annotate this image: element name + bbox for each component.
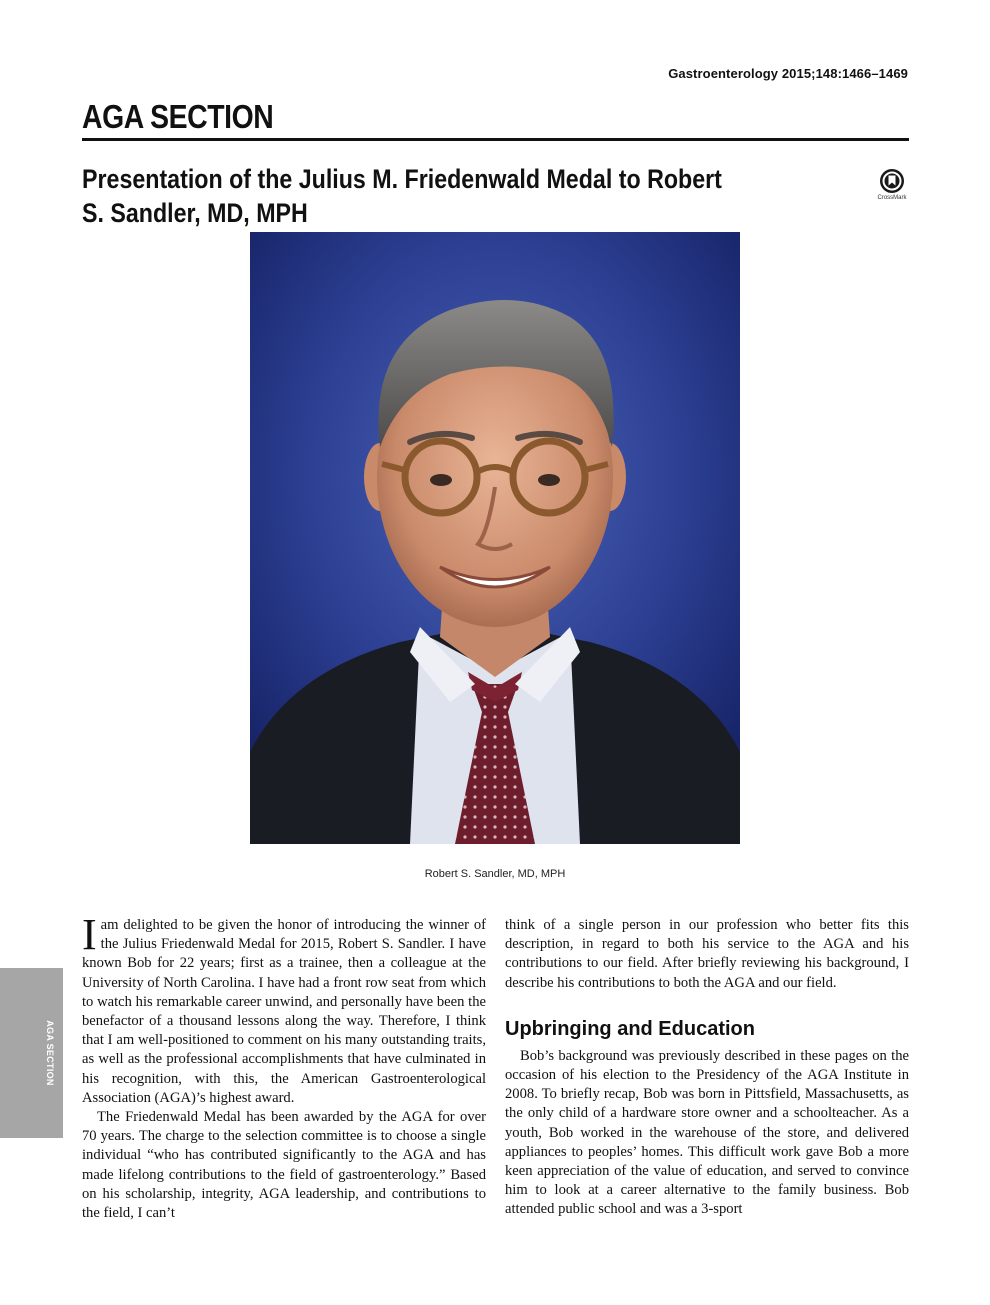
- section-title: AGA SECTION: [82, 98, 274, 135]
- paragraph-text: am delighted to be given the honor of introducing the winner of the Julius Friedenwald Medal for 2015, Robert S. Sandler. I have known Bob for 22 years; first as a trainee, then a colleague at the University of North Carolina. I have had a front row seat from which to watch his remarkable career unwind, and personally have been the benefactor of a thousand lessons along the way. Therefore, I think that I am well-positioned to comment on his many outstanding traits, as well as the professional accomplishments that have culminated in his recognition, with this, the American Gastroenterological Association (AGA)’s highest award.: [82, 917, 486, 1106]
- crossmark-badge[interactable]: [872, 168, 912, 201]
- crossmark-label: CrossMark: [877, 195, 907, 201]
- body-paragraph: think of a single person in our profession who better fits this description, in regard to both his service to the AGA and his contributions to our field. After briefly reviewing his background, I describe his contributions to both the AGA and our field.: [505, 917, 909, 991]
- side-tab-label: AGA SECTION: [45, 1020, 55, 1086]
- drop-cap: I: [82, 910, 97, 959]
- body-column-right: [505, 916, 909, 1220]
- subsection-heading: Upbringing and Education: [505, 1017, 755, 1040]
- portrait-illustration: [250, 232, 740, 844]
- portrait-photo: [250, 232, 740, 844]
- body-column-left: [82, 910, 486, 1223]
- body-paragraph: The Friedenwald Medal has been awarded by the AGA for over 70 years. The charge to the selection committee is to choose a single individual “who has contributed significantly to the AGA and has made lifelong contributions to the field of gastroenterology.” Based on his scholarship, integrity, AGA leadership, and contributions to the field, I can’t: [82, 1109, 486, 1222]
- body-paragraph: Bob’s background was previously described in these pages on the occasion of his election to the Presidency of the AGA Institute in 2008. To briefly recap, Bob was born in Pittsfield, Massachusetts, as the only child of a hardware store owner and a schoolteacher. As a youth, Bob worked in the warehouse of the store, and delivered appliances to peoples’ homes. This difficult work gave Bob a more keen appreciation of the value of education, and served to convince him to look at a career alternative to the family business. Bob attended public school and was a 3-sport: [505, 1047, 909, 1218]
- section-rule: [82, 138, 909, 141]
- body-paragraph: [82, 910, 486, 1108]
- article-title: Presentation of the Julius M. Friedenwald Medal to Robert S. Sandler, MD, MPH: [82, 164, 722, 228]
- journal-citation: Gastroenterology 2015;148:1466–1469: [668, 66, 908, 81]
- figure-caption: Robert S. Sandler, MD, MPH: [424, 868, 566, 880]
- crossmark-icon: [879, 168, 905, 194]
